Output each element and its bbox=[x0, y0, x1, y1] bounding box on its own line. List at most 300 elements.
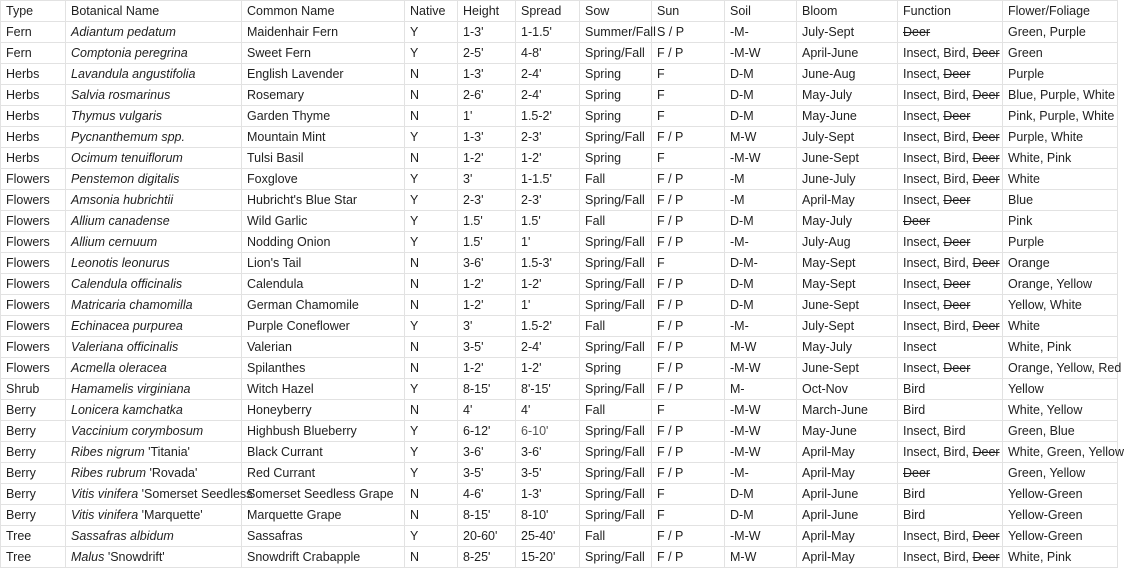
native-cell[interactable]: N bbox=[405, 148, 458, 169]
native-cell[interactable]: N bbox=[405, 253, 458, 274]
bloom-cell[interactable]: Oct-Nov bbox=[797, 379, 898, 400]
type-cell[interactable]: Shrub bbox=[1, 379, 66, 400]
sow-cell[interactable]: Fall bbox=[580, 169, 652, 190]
bloom-cell[interactable]: June-Aug bbox=[797, 64, 898, 85]
flower-foliage-cell[interactable]: White, Pink bbox=[1003, 337, 1118, 358]
height-cell[interactable]: 1-2' bbox=[458, 274, 516, 295]
type-cell[interactable]: Herbs bbox=[1, 106, 66, 127]
height-cell[interactable]: 8-15' bbox=[458, 379, 516, 400]
bloom-cell[interactable]: July-Sept bbox=[797, 316, 898, 337]
sun-cell[interactable]: F / P bbox=[652, 43, 725, 64]
height-cell[interactable]: 2-5' bbox=[458, 43, 516, 64]
botanical-name-cell[interactable] bbox=[66, 526, 242, 547]
botanical-name-cell[interactable] bbox=[66, 22, 242, 43]
flower-foliage-cell[interactable]: Green bbox=[1003, 43, 1118, 64]
header-cell[interactable]: Sun bbox=[652, 1, 725, 22]
height-cell[interactable]: 1-3' bbox=[458, 127, 516, 148]
type-cell[interactable]: Fern bbox=[1, 43, 66, 64]
native-cell[interactable]: N bbox=[405, 484, 458, 505]
type-cell[interactable]: Flowers bbox=[1, 274, 66, 295]
height-cell[interactable]: 3-6' bbox=[458, 253, 516, 274]
soil-cell[interactable]: M-W bbox=[725, 337, 797, 358]
common-name-cell[interactable]: Somerset Seedless Grape bbox=[242, 484, 405, 505]
soil-cell[interactable]: M- bbox=[725, 379, 797, 400]
sow-cell[interactable]: Spring bbox=[580, 358, 652, 379]
spread-cell[interactable]: 8-10' bbox=[516, 505, 580, 526]
common-name-cell[interactable]: Purple Coneflower bbox=[242, 316, 405, 337]
flower-foliage-cell[interactable]: Blue, Purple, White bbox=[1003, 85, 1118, 106]
bloom-cell[interactable]: April-June bbox=[797, 505, 898, 526]
header-cell[interactable]: Height bbox=[458, 1, 516, 22]
bloom-cell[interactable]: May-July bbox=[797, 85, 898, 106]
type-cell[interactable]: Flowers bbox=[1, 295, 66, 316]
native-cell[interactable]: N bbox=[405, 64, 458, 85]
bloom-cell[interactable]: April-May bbox=[797, 463, 898, 484]
bloom-cell[interactable]: July-Sept bbox=[797, 127, 898, 148]
function-cell[interactable] bbox=[898, 253, 1003, 274]
header-cell[interactable]: Soil bbox=[725, 1, 797, 22]
native-cell[interactable]: N bbox=[405, 106, 458, 127]
height-cell[interactable]: 3-5' bbox=[458, 463, 516, 484]
soil-cell[interactable]: D-M bbox=[725, 64, 797, 85]
native-cell[interactable]: Y bbox=[405, 316, 458, 337]
height-cell[interactable]: 1-2' bbox=[458, 358, 516, 379]
sow-cell[interactable]: Fall bbox=[580, 400, 652, 421]
native-cell[interactable]: Y bbox=[405, 169, 458, 190]
spread-cell[interactable]: 1.5-2' bbox=[516, 316, 580, 337]
common-name-cell[interactable]: Garden Thyme bbox=[242, 106, 405, 127]
function-cell[interactable] bbox=[898, 442, 1003, 463]
height-cell[interactable]: 1.5' bbox=[458, 211, 516, 232]
native-cell[interactable]: Y bbox=[405, 211, 458, 232]
function-cell[interactable] bbox=[898, 505, 1003, 526]
spread-cell[interactable]: 4' bbox=[516, 400, 580, 421]
spread-cell[interactable]: 15-20' bbox=[516, 547, 580, 568]
botanical-name-cell[interactable] bbox=[66, 274, 242, 295]
sun-cell[interactable]: F / P bbox=[652, 421, 725, 442]
height-cell[interactable]: 4-6' bbox=[458, 484, 516, 505]
native-cell[interactable]: N bbox=[405, 358, 458, 379]
flower-foliage-cell[interactable]: Pink bbox=[1003, 211, 1118, 232]
spread-cell[interactable]: 4-8' bbox=[516, 43, 580, 64]
type-cell[interactable]: Flowers bbox=[1, 337, 66, 358]
common-name-cell[interactable]: Tulsi Basil bbox=[242, 148, 405, 169]
flower-foliage-cell[interactable]: White, Green, Yellow bbox=[1003, 442, 1118, 463]
sun-cell[interactable]: F bbox=[652, 253, 725, 274]
native-cell[interactable]: N bbox=[405, 85, 458, 106]
function-cell[interactable] bbox=[898, 379, 1003, 400]
common-name-cell[interactable]: Calendula bbox=[242, 274, 405, 295]
sun-cell[interactable]: F bbox=[652, 85, 725, 106]
soil-cell[interactable]: -M bbox=[725, 190, 797, 211]
flower-foliage-cell[interactable]: Yellow-Green bbox=[1003, 484, 1118, 505]
function-cell[interactable] bbox=[898, 85, 1003, 106]
type-cell[interactable]: Berry bbox=[1, 463, 66, 484]
sun-cell[interactable]: F / P bbox=[652, 463, 725, 484]
type-cell[interactable]: Herbs bbox=[1, 127, 66, 148]
flower-foliage-cell[interactable]: Orange, Yellow bbox=[1003, 274, 1118, 295]
height-cell[interactable]: 4' bbox=[458, 400, 516, 421]
height-cell[interactable]: 3' bbox=[458, 169, 516, 190]
native-cell[interactable]: Y bbox=[405, 421, 458, 442]
type-cell[interactable]: Fern bbox=[1, 22, 66, 43]
botanical-name-cell[interactable] bbox=[66, 358, 242, 379]
sun-cell[interactable]: F / P bbox=[652, 274, 725, 295]
bloom-cell[interactable]: April-June bbox=[797, 484, 898, 505]
height-cell[interactable]: 1-2' bbox=[458, 148, 516, 169]
type-cell[interactable]: Flowers bbox=[1, 358, 66, 379]
header-cell[interactable]: Common Name bbox=[242, 1, 405, 22]
botanical-name-cell[interactable] bbox=[66, 421, 242, 442]
function-cell[interactable] bbox=[898, 43, 1003, 64]
common-name-cell[interactable]: Highbush Blueberry bbox=[242, 421, 405, 442]
spread-cell[interactable]: 1' bbox=[516, 232, 580, 253]
sow-cell[interactable]: Fall bbox=[580, 211, 652, 232]
bloom-cell[interactable]: April-May bbox=[797, 190, 898, 211]
sun-cell[interactable]: F / P bbox=[652, 379, 725, 400]
soil-cell[interactable]: -M-W bbox=[725, 526, 797, 547]
common-name-cell[interactable]: Honeyberry bbox=[242, 400, 405, 421]
sun-cell[interactable]: F / P bbox=[652, 526, 725, 547]
soil-cell[interactable]: -M- bbox=[725, 22, 797, 43]
bloom-cell[interactable]: May-July bbox=[797, 211, 898, 232]
height-cell[interactable]: 3' bbox=[458, 316, 516, 337]
flower-foliage-cell[interactable]: Green, Purple bbox=[1003, 22, 1118, 43]
height-cell[interactable]: 1-2' bbox=[458, 295, 516, 316]
botanical-name-cell[interactable] bbox=[66, 379, 242, 400]
native-cell[interactable]: N bbox=[405, 505, 458, 526]
type-cell[interactable]: Berry bbox=[1, 400, 66, 421]
common-name-cell[interactable]: Mountain Mint bbox=[242, 127, 405, 148]
height-cell[interactable]: 20-60' bbox=[458, 526, 516, 547]
sow-cell[interactable]: Spring/Fall bbox=[580, 379, 652, 400]
sow-cell[interactable]: Spring/Fall bbox=[580, 442, 652, 463]
header-cell[interactable]: Bloom bbox=[797, 1, 898, 22]
height-cell[interactable]: 1-3' bbox=[458, 22, 516, 43]
flower-foliage-cell[interactable]: Orange, Yellow, Red bbox=[1003, 358, 1118, 379]
common-name-cell[interactable]: Marquette Grape bbox=[242, 505, 405, 526]
flower-foliage-cell[interactable]: Yellow, White bbox=[1003, 295, 1118, 316]
sun-cell[interactable]: F / P bbox=[652, 442, 725, 463]
botanical-name-cell[interactable] bbox=[66, 484, 255, 505]
botanical-name-cell[interactable] bbox=[66, 316, 242, 337]
native-cell[interactable]: Y bbox=[405, 379, 458, 400]
flower-foliage-cell[interactable]: Yellow bbox=[1003, 379, 1118, 400]
flower-foliage-cell[interactable]: Orange bbox=[1003, 253, 1118, 274]
common-name-cell[interactable]: Rosemary bbox=[242, 85, 405, 106]
common-name-cell[interactable]: Foxglove bbox=[242, 169, 405, 190]
flower-foliage-cell[interactable]: White bbox=[1003, 169, 1118, 190]
type-cell[interactable]: Herbs bbox=[1, 64, 66, 85]
native-cell[interactable]: Y bbox=[405, 526, 458, 547]
soil-cell[interactable]: D-M bbox=[725, 505, 797, 526]
height-cell[interactable]: 6-12' bbox=[458, 421, 516, 442]
spread-cell[interactable]: 1-1.5' bbox=[516, 169, 580, 190]
type-cell[interactable]: Berry bbox=[1, 421, 66, 442]
height-cell[interactable]: 8-15' bbox=[458, 505, 516, 526]
height-cell[interactable]: 2-3' bbox=[458, 190, 516, 211]
soil-cell[interactable]: M-W bbox=[725, 127, 797, 148]
bloom-cell[interactable]: April-May bbox=[797, 442, 898, 463]
soil-cell[interactable]: -M-W bbox=[725, 442, 797, 463]
sow-cell[interactable]: Spring bbox=[580, 106, 652, 127]
height-cell[interactable]: 1' bbox=[458, 106, 516, 127]
spread-cell[interactable]: 1-2' bbox=[516, 358, 580, 379]
sun-cell[interactable]: F / P bbox=[652, 337, 725, 358]
function-cell[interactable] bbox=[898, 211, 1003, 232]
function-cell[interactable] bbox=[898, 316, 1003, 337]
botanical-name-cell[interactable] bbox=[66, 232, 242, 253]
common-name-cell[interactable]: Black Currant bbox=[242, 442, 405, 463]
height-cell[interactable]: 2-6' bbox=[458, 85, 516, 106]
soil-cell[interactable]: D-M bbox=[725, 274, 797, 295]
common-name-cell[interactable]: Sweet Fern bbox=[242, 43, 405, 64]
botanical-name-cell[interactable] bbox=[66, 463, 242, 484]
sow-cell[interactable]: Spring/Fall bbox=[580, 232, 652, 253]
height-cell[interactable]: 3-5' bbox=[458, 337, 516, 358]
function-cell[interactable] bbox=[898, 148, 1003, 169]
header-cell[interactable]: Sow bbox=[580, 1, 652, 22]
function-cell[interactable] bbox=[898, 526, 1003, 547]
spread-cell[interactable]: 6-10' bbox=[516, 421, 580, 442]
function-cell[interactable] bbox=[898, 169, 1003, 190]
botanical-name-cell[interactable] bbox=[66, 337, 242, 358]
native-cell[interactable]: N bbox=[405, 547, 458, 568]
type-cell[interactable]: Berry bbox=[1, 505, 66, 526]
sun-cell[interactable]: F / P bbox=[652, 232, 725, 253]
sow-cell[interactable]: Summer/Fall bbox=[580, 22, 652, 43]
bloom-cell[interactable]: April-May bbox=[797, 547, 898, 568]
common-name-cell[interactable]: Wild Garlic bbox=[242, 211, 405, 232]
type-cell[interactable]: Tree bbox=[1, 547, 66, 568]
sun-cell[interactable]: F bbox=[652, 400, 725, 421]
spread-cell[interactable]: 1' bbox=[516, 295, 580, 316]
type-cell[interactable]: Berry bbox=[1, 442, 66, 463]
bloom-cell[interactable]: June-Sept bbox=[797, 295, 898, 316]
sun-cell[interactable]: F / P bbox=[652, 547, 725, 568]
botanical-name-cell[interactable] bbox=[66, 505, 242, 526]
function-cell[interactable] bbox=[898, 463, 1003, 484]
native-cell[interactable]: Y bbox=[405, 43, 458, 64]
soil-cell[interactable]: D-M bbox=[725, 85, 797, 106]
function-cell[interactable] bbox=[898, 295, 1003, 316]
spread-cell[interactable]: 1-1.5' bbox=[516, 22, 580, 43]
sow-cell[interactable]: Spring/Fall bbox=[580, 505, 652, 526]
native-cell[interactable]: Y bbox=[405, 442, 458, 463]
common-name-cell[interactable]: Witch Hazel bbox=[242, 379, 405, 400]
botanical-name-cell[interactable] bbox=[66, 295, 242, 316]
sow-cell[interactable]: Spring/Fall bbox=[580, 295, 652, 316]
soil-cell[interactable]: -M- bbox=[725, 463, 797, 484]
native-cell[interactable]: Y bbox=[405, 232, 458, 253]
common-name-cell[interactable]: Nodding Onion bbox=[242, 232, 405, 253]
sow-cell[interactable]: Spring/Fall bbox=[580, 463, 652, 484]
botanical-name-cell[interactable] bbox=[66, 211, 242, 232]
type-cell[interactable]: Flowers bbox=[1, 316, 66, 337]
flower-foliage-cell[interactable]: Pink, Purple, White bbox=[1003, 106, 1118, 127]
spread-cell[interactable]: 1-2' bbox=[516, 274, 580, 295]
spread-cell[interactable]: 1-2' bbox=[516, 148, 580, 169]
sun-cell[interactable]: F / P bbox=[652, 169, 725, 190]
function-cell[interactable] bbox=[898, 484, 1003, 505]
type-cell[interactable]: Flowers bbox=[1, 253, 66, 274]
sow-cell[interactable]: Fall bbox=[580, 526, 652, 547]
soil-cell[interactable]: -M-W bbox=[725, 358, 797, 379]
native-cell[interactable]: Y bbox=[405, 22, 458, 43]
height-cell[interactable]: 3-6' bbox=[458, 442, 516, 463]
flower-foliage-cell[interactable]: White, Yellow bbox=[1003, 400, 1118, 421]
sow-cell[interactable]: Spring/Fall bbox=[580, 337, 652, 358]
sow-cell[interactable]: Fall bbox=[580, 316, 652, 337]
sow-cell[interactable]: Spring bbox=[580, 148, 652, 169]
spread-cell[interactable]: 8'-15' bbox=[516, 379, 580, 400]
sow-cell[interactable]: Spring bbox=[580, 64, 652, 85]
height-cell[interactable]: 1-3' bbox=[458, 64, 516, 85]
sow-cell[interactable]: Spring bbox=[580, 85, 652, 106]
flower-foliage-cell[interactable]: Purple bbox=[1003, 232, 1118, 253]
botanical-name-cell[interactable] bbox=[66, 169, 242, 190]
spread-cell[interactable]: 1.5-3' bbox=[516, 253, 580, 274]
common-name-cell[interactable]: Snowdrift Crabapple bbox=[242, 547, 405, 568]
native-cell[interactable]: Y bbox=[405, 463, 458, 484]
spread-cell[interactable]: 1.5-2' bbox=[516, 106, 580, 127]
function-cell[interactable] bbox=[898, 127, 1003, 148]
soil-cell[interactable]: -M bbox=[725, 169, 797, 190]
flower-foliage-cell[interactable]: Green, Yellow bbox=[1003, 463, 1118, 484]
spread-cell[interactable]: 2-4' bbox=[516, 85, 580, 106]
bloom-cell[interactable]: April-June bbox=[797, 43, 898, 64]
common-name-cell[interactable]: Hubricht's Blue Star bbox=[242, 190, 405, 211]
bloom-cell[interactable]: June-Sept bbox=[797, 358, 898, 379]
header-cell[interactable]: Native bbox=[405, 1, 458, 22]
spread-cell[interactable]: 2-4' bbox=[516, 64, 580, 85]
sow-cell[interactable]: Spring/Fall bbox=[580, 274, 652, 295]
sow-cell[interactable]: Spring/Fall bbox=[580, 190, 652, 211]
spread-cell[interactable]: 2-3' bbox=[516, 127, 580, 148]
common-name-cell[interactable]: Valerian bbox=[242, 337, 405, 358]
sun-cell[interactable]: F / P bbox=[652, 358, 725, 379]
common-name-cell[interactable]: Sassafras bbox=[242, 526, 405, 547]
soil-cell[interactable]: D-M bbox=[725, 106, 797, 127]
type-cell[interactable]: Herbs bbox=[1, 148, 66, 169]
soil-cell[interactable]: D-M bbox=[725, 211, 797, 232]
type-cell[interactable]: Tree bbox=[1, 526, 66, 547]
function-cell[interactable] bbox=[898, 190, 1003, 211]
botanical-name-cell[interactable] bbox=[66, 106, 242, 127]
native-cell[interactable]: N bbox=[405, 274, 458, 295]
function-cell[interactable] bbox=[898, 421, 1003, 442]
bloom-cell[interactable]: May-Sept bbox=[797, 253, 898, 274]
botanical-name-cell[interactable] bbox=[66, 400, 242, 421]
sun-cell[interactable]: F bbox=[652, 148, 725, 169]
bloom-cell[interactable]: May-June bbox=[797, 421, 898, 442]
flower-foliage-cell[interactable]: Purple bbox=[1003, 64, 1118, 85]
spread-cell[interactable]: 3-5' bbox=[516, 463, 580, 484]
botanical-name-cell[interactable] bbox=[66, 442, 242, 463]
sun-cell[interactable]: F bbox=[652, 484, 725, 505]
native-cell[interactable]: Y bbox=[405, 190, 458, 211]
sun-cell[interactable]: F / P bbox=[652, 127, 725, 148]
botanical-name-cell[interactable] bbox=[66, 127, 242, 148]
sow-cell[interactable]: Spring/Fall bbox=[580, 547, 652, 568]
sow-cell[interactable]: Spring/Fall bbox=[580, 484, 652, 505]
sun-cell[interactable]: F bbox=[652, 64, 725, 85]
soil-cell[interactable]: -M-W bbox=[725, 43, 797, 64]
bloom-cell[interactable]: March-June bbox=[797, 400, 898, 421]
flower-foliage-cell[interactable]: White, Pink bbox=[1003, 547, 1118, 568]
soil-cell[interactable]: -M-W bbox=[725, 400, 797, 421]
function-cell[interactable] bbox=[898, 274, 1003, 295]
soil-cell[interactable]: M-W bbox=[725, 547, 797, 568]
function-cell[interactable] bbox=[898, 337, 1003, 358]
botanical-name-cell[interactable] bbox=[66, 190, 242, 211]
bloom-cell[interactable]: May-Sept bbox=[797, 274, 898, 295]
botanical-name-cell[interactable] bbox=[66, 253, 242, 274]
bloom-cell[interactable]: May-June bbox=[797, 106, 898, 127]
botanical-name-cell[interactable] bbox=[66, 64, 242, 85]
spread-cell[interactable]: 25-40' bbox=[516, 526, 580, 547]
spread-cell[interactable]: 2-3' bbox=[516, 190, 580, 211]
sun-cell[interactable]: F / P bbox=[652, 190, 725, 211]
flower-foliage-cell[interactable]: White bbox=[1003, 316, 1118, 337]
sun-cell[interactable]: F / P bbox=[652, 211, 725, 232]
common-name-cell[interactable]: Maidenhair Fern bbox=[242, 22, 405, 43]
function-cell[interactable] bbox=[898, 358, 1003, 379]
header-cell[interactable]: Botanical Name bbox=[66, 1, 242, 22]
sow-cell[interactable]: Spring/Fall bbox=[580, 253, 652, 274]
sun-cell[interactable]: F / P bbox=[652, 316, 725, 337]
soil-cell[interactable]: D-M bbox=[725, 484, 797, 505]
sow-cell[interactable]: Spring/Fall bbox=[580, 127, 652, 148]
spread-cell[interactable]: 2-4' bbox=[516, 337, 580, 358]
botanical-name-cell[interactable] bbox=[66, 148, 242, 169]
type-cell[interactable]: Flowers bbox=[1, 190, 66, 211]
soil-cell[interactable]: -M- bbox=[725, 232, 797, 253]
spread-cell[interactable]: 1-3' bbox=[516, 484, 580, 505]
soil-cell[interactable]: -M-W bbox=[725, 421, 797, 442]
flower-foliage-cell[interactable]: Yellow-Green bbox=[1003, 526, 1118, 547]
sow-cell[interactable]: Spring/Fall bbox=[580, 43, 652, 64]
flower-foliage-cell[interactable]: Blue bbox=[1003, 190, 1118, 211]
bloom-cell[interactable]: June-July bbox=[797, 169, 898, 190]
function-cell[interactable] bbox=[898, 232, 1003, 253]
common-name-cell[interactable]: German Chamomile bbox=[242, 295, 405, 316]
spread-cell[interactable]: 3-6' bbox=[516, 442, 580, 463]
native-cell[interactable]: Y bbox=[405, 127, 458, 148]
bloom-cell[interactable]: July-Sept bbox=[797, 22, 898, 43]
header-cell[interactable]: Function bbox=[898, 1, 1003, 22]
soil-cell[interactable]: -M- bbox=[725, 316, 797, 337]
botanical-name-cell[interactable] bbox=[66, 85, 242, 106]
common-name-cell[interactable]: Red Currant bbox=[242, 463, 405, 484]
height-cell[interactable]: 8-25' bbox=[458, 547, 516, 568]
soil-cell[interactable]: D-M- bbox=[725, 253, 797, 274]
botanical-name-cell[interactable] bbox=[66, 547, 242, 568]
height-cell[interactable]: 1.5' bbox=[458, 232, 516, 253]
soil-cell[interactable]: D-M bbox=[725, 295, 797, 316]
botanical-name-cell[interactable] bbox=[66, 43, 242, 64]
header-cell[interactable]: Spread bbox=[516, 1, 580, 22]
type-cell[interactable]: Herbs bbox=[1, 85, 66, 106]
type-cell[interactable]: Flowers bbox=[1, 169, 66, 190]
common-name-cell[interactable]: Lion's Tail bbox=[242, 253, 405, 274]
header-cell[interactable]: Flower/Foliage bbox=[1003, 1, 1118, 22]
type-cell[interactable]: Berry bbox=[1, 484, 66, 505]
sun-cell[interactable]: S / P bbox=[652, 22, 725, 43]
flower-foliage-cell[interactable]: White, Pink bbox=[1003, 148, 1118, 169]
bloom-cell[interactable]: April-May bbox=[797, 526, 898, 547]
sun-cell[interactable]: F / P bbox=[652, 295, 725, 316]
